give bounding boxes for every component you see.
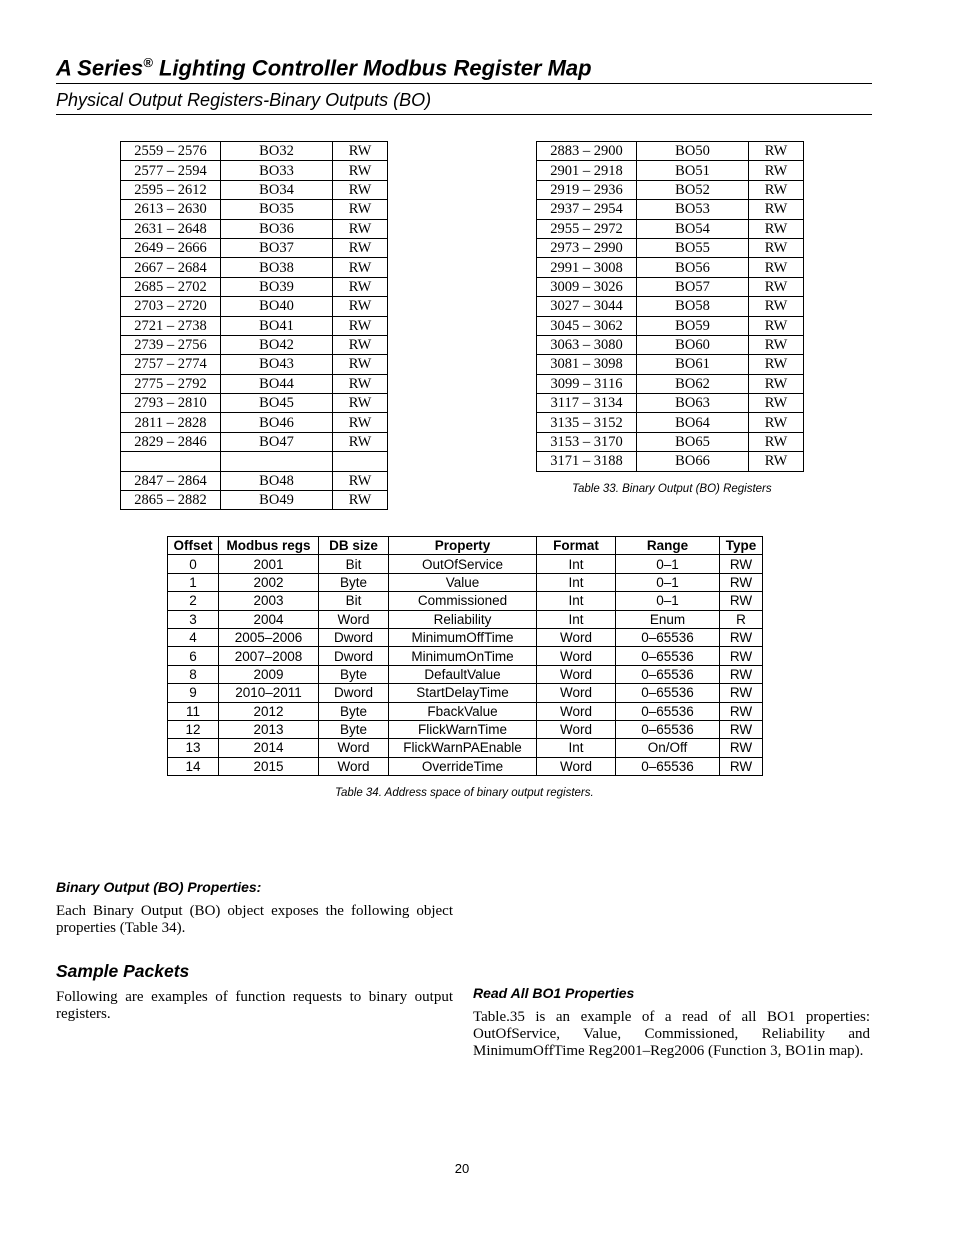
table-cell: 2829 – 2846: [121, 432, 221, 451]
register-table-right: [536, 141, 804, 472]
table-cell: RW: [749, 258, 804, 277]
table-row: [537, 374, 804, 393]
table-cell: Word: [537, 628, 616, 646]
table-cell: BO58: [637, 297, 749, 316]
table-cell: RW: [333, 297, 388, 316]
page-number: 20: [454, 1161, 470, 1176]
section-subtitle: Physical Output Registers-Binary Outputs (BO): [56, 90, 872, 115]
table-cell: 0–1: [616, 592, 720, 610]
table-cell: RW: [749, 238, 804, 257]
column-header: Offset: [168, 537, 219, 555]
table-cell: RW: [749, 161, 804, 180]
table-cell: 2685 – 2702: [121, 277, 221, 296]
table-cell: RW: [333, 471, 388, 490]
table-cell: 2013: [219, 720, 319, 738]
table-cell: RW: [749, 277, 804, 296]
table-cell: BO61: [637, 355, 749, 374]
table-cell: 3135 – 3152: [537, 413, 637, 432]
table-cell: OverrideTime: [389, 757, 537, 775]
table-cell: 2010–2011: [219, 684, 319, 702]
table-row: [121, 219, 388, 238]
table-cell: 12: [168, 720, 219, 738]
table-cell: BO45: [221, 394, 333, 413]
column-header: Format: [537, 537, 616, 555]
table-row: [121, 258, 388, 277]
table-cell: RW: [333, 394, 388, 413]
table-cell: 2001: [219, 555, 319, 573]
table-row: [537, 277, 804, 296]
table-row: [168, 684, 763, 702]
table-cell: BO51: [637, 161, 749, 180]
table-cell: 2014: [219, 739, 319, 757]
table-cell: 0: [168, 555, 219, 573]
table-cell: 2002: [219, 573, 319, 591]
table-cell: RW: [749, 452, 804, 471]
table-row: [537, 394, 804, 413]
table-cell: 0–1: [616, 555, 720, 573]
table-cell: BO49: [221, 491, 333, 510]
column-header: Property: [389, 537, 537, 555]
table-row: [537, 432, 804, 451]
table-cell: RW: [333, 277, 388, 296]
table-row: [537, 219, 804, 238]
table-cell: 8: [168, 665, 219, 683]
table-row: [168, 573, 763, 591]
table-cell: Int: [537, 573, 616, 591]
table-cell: 2703 – 2720: [121, 297, 221, 316]
table-cell: RW: [720, 665, 763, 683]
table-cell: BO36: [221, 219, 333, 238]
table-cell: RW: [749, 180, 804, 199]
table-cell: RW: [720, 720, 763, 738]
table-row: [537, 355, 804, 374]
table-cell: 2937 – 2954: [537, 200, 637, 219]
table-cell: BO62: [637, 374, 749, 393]
table-cell: RW: [333, 335, 388, 354]
column-header: Range: [616, 537, 720, 555]
table-cell: 3: [168, 610, 219, 628]
table-row: [121, 297, 388, 316]
table-row: [121, 452, 388, 471]
table-cell: 3171 – 3188: [537, 452, 637, 471]
table-cell: BO52: [637, 180, 749, 199]
table-cell: BO54: [637, 219, 749, 238]
table-cell: 9: [168, 684, 219, 702]
table-cell: BO34: [221, 180, 333, 199]
table-cell: 2007–2008: [219, 647, 319, 665]
table-cell: 0–65536: [616, 720, 720, 738]
address-space-table: [167, 536, 763, 776]
table-cell: BO56: [637, 258, 749, 277]
table-cell: RW: [720, 647, 763, 665]
table-row: [168, 757, 763, 775]
table-cell: RW: [749, 316, 804, 335]
table-cell: RW: [333, 432, 388, 451]
table-row: [121, 161, 388, 180]
table-row: [537, 258, 804, 277]
table-cell: BO57: [637, 277, 749, 296]
read-bo1-text: Table.35 is an example of a read of all BO1 properties: OutOfService, Value, Commissioned, Reliability and MinimumOffTime Reg2001–Reg2006 (Function 3, BO1in map).: [473, 1009, 870, 1059]
table-cell: [333, 452, 388, 471]
table-cell: 3027 – 3044: [537, 297, 637, 316]
table-cell: BO59: [637, 316, 749, 335]
table-cell: BO50: [637, 142, 749, 161]
column-header: Type: [720, 537, 763, 555]
table-cell: BO40: [221, 297, 333, 316]
table-cell: 2865 – 2882: [121, 491, 221, 510]
table-cell: 2991 – 3008: [537, 258, 637, 277]
table-cell: RW: [749, 200, 804, 219]
table-cell: FlickWarnTime: [389, 720, 537, 738]
table-cell: Word: [319, 610, 389, 628]
table-row: [168, 555, 763, 573]
table-cell: BO41: [221, 316, 333, 335]
table-cell: Byte: [319, 720, 389, 738]
table-cell: DefaultValue: [389, 665, 537, 683]
table-cell: RW: [720, 739, 763, 757]
table-cell: RW: [333, 200, 388, 219]
table-cell: BO38: [221, 258, 333, 277]
table-row: [121, 413, 388, 432]
table-cell: 2009: [219, 665, 319, 683]
table-cell: 6: [168, 647, 219, 665]
table-cell: FlickWarnPAEnable: [389, 739, 537, 757]
table-cell: RW: [720, 702, 763, 720]
table-cell: 0–65536: [616, 647, 720, 665]
bo-properties-text: Each Binary Output (BO) object exposes the following object properties (Table 34).: [56, 903, 453, 936]
table-cell: Word: [537, 647, 616, 665]
table-cell: 0–65536: [616, 628, 720, 646]
table-cell: RW: [720, 573, 763, 591]
table-cell: BO47: [221, 432, 333, 451]
table-cell: Word: [537, 702, 616, 720]
table-row: [537, 335, 804, 354]
table-cell: 2559 – 2576: [121, 142, 221, 161]
table-cell: 13: [168, 739, 219, 757]
sample-packets-text: Following are examples of function requests to binary output registers.: [56, 989, 453, 1022]
table-cell: 2004: [219, 610, 319, 628]
table-cell: BO53: [637, 200, 749, 219]
table-cell: 2005–2006: [219, 628, 319, 646]
table-row: [537, 161, 804, 180]
table-cell: Dword: [319, 647, 389, 665]
table-cell: BO48: [221, 471, 333, 490]
table-row: [121, 238, 388, 257]
table-cell: Commissioned: [389, 592, 537, 610]
table-cell: 2901 – 2918: [537, 161, 637, 180]
table-cell: RW: [333, 491, 388, 510]
table-cell: 2919 – 2936: [537, 180, 637, 199]
table-cell: Word: [319, 757, 389, 775]
table-cell: BO63: [637, 394, 749, 413]
table-cell: Word: [537, 684, 616, 702]
table-cell: 2721 – 2738: [121, 316, 221, 335]
table-cell: Int: [537, 739, 616, 757]
table-row: [121, 180, 388, 199]
table-cell: RW: [720, 555, 763, 573]
table-cell: RW: [333, 316, 388, 335]
table34-caption: Table 34. Address space of binary output registers.: [335, 787, 594, 799]
table-cell: 3063 – 3080: [537, 335, 637, 354]
table-row: [537, 142, 804, 161]
table-cell: 3009 – 3026: [537, 277, 637, 296]
table-cell: BO37: [221, 238, 333, 257]
table-cell: Byte: [319, 573, 389, 591]
table-row: [168, 610, 763, 628]
table-cell: Byte: [319, 665, 389, 683]
table-cell: 14: [168, 757, 219, 775]
table-row: [121, 374, 388, 393]
table-row: [537, 413, 804, 432]
table-cell: RW: [749, 335, 804, 354]
table-cell: RW: [749, 394, 804, 413]
table-row: [121, 432, 388, 451]
table-row: [121, 471, 388, 490]
table-cell: BO60: [637, 335, 749, 354]
table-cell: 3117 – 3134: [537, 394, 637, 413]
table-cell: Reliability: [389, 610, 537, 628]
table-cell: 2003: [219, 592, 319, 610]
page-title: A Series® Lighting Controller Modbus Register Map: [56, 55, 872, 84]
table-row: [537, 180, 804, 199]
table-cell: Word: [319, 739, 389, 757]
table-cell: Int: [537, 592, 616, 610]
column-header: Modbus regs: [219, 537, 319, 555]
table-row: [121, 394, 388, 413]
table-cell: StartDelayTime: [389, 684, 537, 702]
table-cell: RW: [333, 142, 388, 161]
table-cell: RW: [333, 161, 388, 180]
table-cell: BO42: [221, 335, 333, 354]
table-cell: 2012: [219, 702, 319, 720]
table-cell: RW: [333, 219, 388, 238]
table-cell: BO66: [637, 452, 749, 471]
table-cell: RW: [749, 413, 804, 432]
table-cell: 3153 – 3170: [537, 432, 637, 451]
table-cell: 2595 – 2612: [121, 180, 221, 199]
table-cell: OutOfService: [389, 555, 537, 573]
table-row: [168, 739, 763, 757]
table-cell: 0–65536: [616, 757, 720, 775]
table-cell: 2847 – 2864: [121, 471, 221, 490]
table-cell: Byte: [319, 702, 389, 720]
table-cell: RW: [749, 355, 804, 374]
table-cell: RW: [749, 374, 804, 393]
table-cell: 2649 – 2666: [121, 238, 221, 257]
table-cell: 2793 – 2810: [121, 394, 221, 413]
table-cell: 4: [168, 628, 219, 646]
register-table-left: [120, 141, 388, 510]
table-cell: RW: [749, 432, 804, 451]
table-cell: RW: [333, 258, 388, 277]
table-cell: BO46: [221, 413, 333, 432]
table-cell: 2015: [219, 757, 319, 775]
table-row: [537, 297, 804, 316]
table-cell: RW: [333, 374, 388, 393]
table-row: [168, 702, 763, 720]
table-cell: 2739 – 2756: [121, 335, 221, 354]
table-row: [121, 200, 388, 219]
table-cell: RW: [333, 238, 388, 257]
table-cell: Dword: [319, 684, 389, 702]
table-cell: BO43: [221, 355, 333, 374]
table-row: [168, 592, 763, 610]
table-cell: Enum: [616, 610, 720, 628]
table-row: [537, 238, 804, 257]
table-cell: 2577 – 2594: [121, 161, 221, 180]
table-cell: RW: [749, 297, 804, 316]
table-row: [537, 452, 804, 471]
table-cell: 3045 – 3062: [537, 316, 637, 335]
table-cell: R: [720, 610, 763, 628]
table-cell: BO35: [221, 200, 333, 219]
table-row: [537, 316, 804, 335]
table-cell: BO32: [221, 142, 333, 161]
table-row: [121, 277, 388, 296]
table-row: [168, 628, 763, 646]
table-cell: [221, 452, 333, 471]
table-cell: 2775 – 2792: [121, 374, 221, 393]
table-cell: RW: [333, 180, 388, 199]
table-cell: RW: [720, 757, 763, 775]
table-cell: RW: [333, 355, 388, 374]
table-cell: Word: [537, 665, 616, 683]
table-cell: On/Off: [616, 739, 720, 757]
table-cell: Int: [537, 610, 616, 628]
table-cell: BO44: [221, 374, 333, 393]
table-cell: 3099 – 3116: [537, 374, 637, 393]
table-cell: MinimumOffTime: [389, 628, 537, 646]
sample-packets-heading: Sample Packets: [56, 961, 190, 981]
bo-properties-heading: Binary Output (BO) Properties:: [56, 879, 262, 895]
table-row: [168, 720, 763, 738]
table-cell: RW: [749, 219, 804, 238]
table-cell: RW: [749, 142, 804, 161]
table-cell: 2667 – 2684: [121, 258, 221, 277]
table-cell: Value: [389, 573, 537, 591]
table-cell: 2757 – 2774: [121, 355, 221, 374]
table-cell: 3081 – 3098: [537, 355, 637, 374]
table-row: [537, 200, 804, 219]
table-cell: 2811 – 2828: [121, 413, 221, 432]
table-cell: 2955 – 2972: [537, 219, 637, 238]
table-cell: 2631 – 2648: [121, 219, 221, 238]
table-cell: FbackValue: [389, 702, 537, 720]
table-row: [121, 491, 388, 510]
table-cell: 0–65536: [616, 702, 720, 720]
table-cell: 2613 – 2630: [121, 200, 221, 219]
table-cell: Word: [537, 720, 616, 738]
table-cell: RW: [720, 684, 763, 702]
table-row: [121, 355, 388, 374]
table-cell: RW: [720, 628, 763, 646]
table-row: [168, 647, 763, 665]
table-row: [168, 665, 763, 683]
table-cell: 2883 – 2900: [537, 142, 637, 161]
table-cell: 0–1: [616, 573, 720, 591]
table-row: [121, 142, 388, 161]
table-cell: BO33: [221, 161, 333, 180]
table-cell: BO65: [637, 432, 749, 451]
table-cell: MinimumOnTime: [389, 647, 537, 665]
table-cell: BO39: [221, 277, 333, 296]
column-header: DB size: [319, 537, 389, 555]
table-cell: 2: [168, 592, 219, 610]
table-cell: [121, 452, 221, 471]
table-cell: BO55: [637, 238, 749, 257]
table33-caption: Table 33. Binary Output (BO) Registers: [572, 483, 772, 495]
table-cell: Bit: [319, 555, 389, 573]
table-cell: BO64: [637, 413, 749, 432]
table-cell: Dword: [319, 628, 389, 646]
table-cell: Int: [537, 555, 616, 573]
table-cell: RW: [333, 413, 388, 432]
read-bo1-heading: Read All BO1 Properties: [473, 985, 635, 1001]
table-cell: 0–65536: [616, 665, 720, 683]
table-cell: 2973 – 2990: [537, 238, 637, 257]
table-cell: Bit: [319, 592, 389, 610]
table-cell: Word: [537, 757, 616, 775]
table-row: [121, 335, 388, 354]
table-cell: RW: [720, 592, 763, 610]
table-cell: 1: [168, 573, 219, 591]
table-cell: 11: [168, 702, 219, 720]
table-row: [121, 316, 388, 335]
table-cell: 0–65536: [616, 684, 720, 702]
